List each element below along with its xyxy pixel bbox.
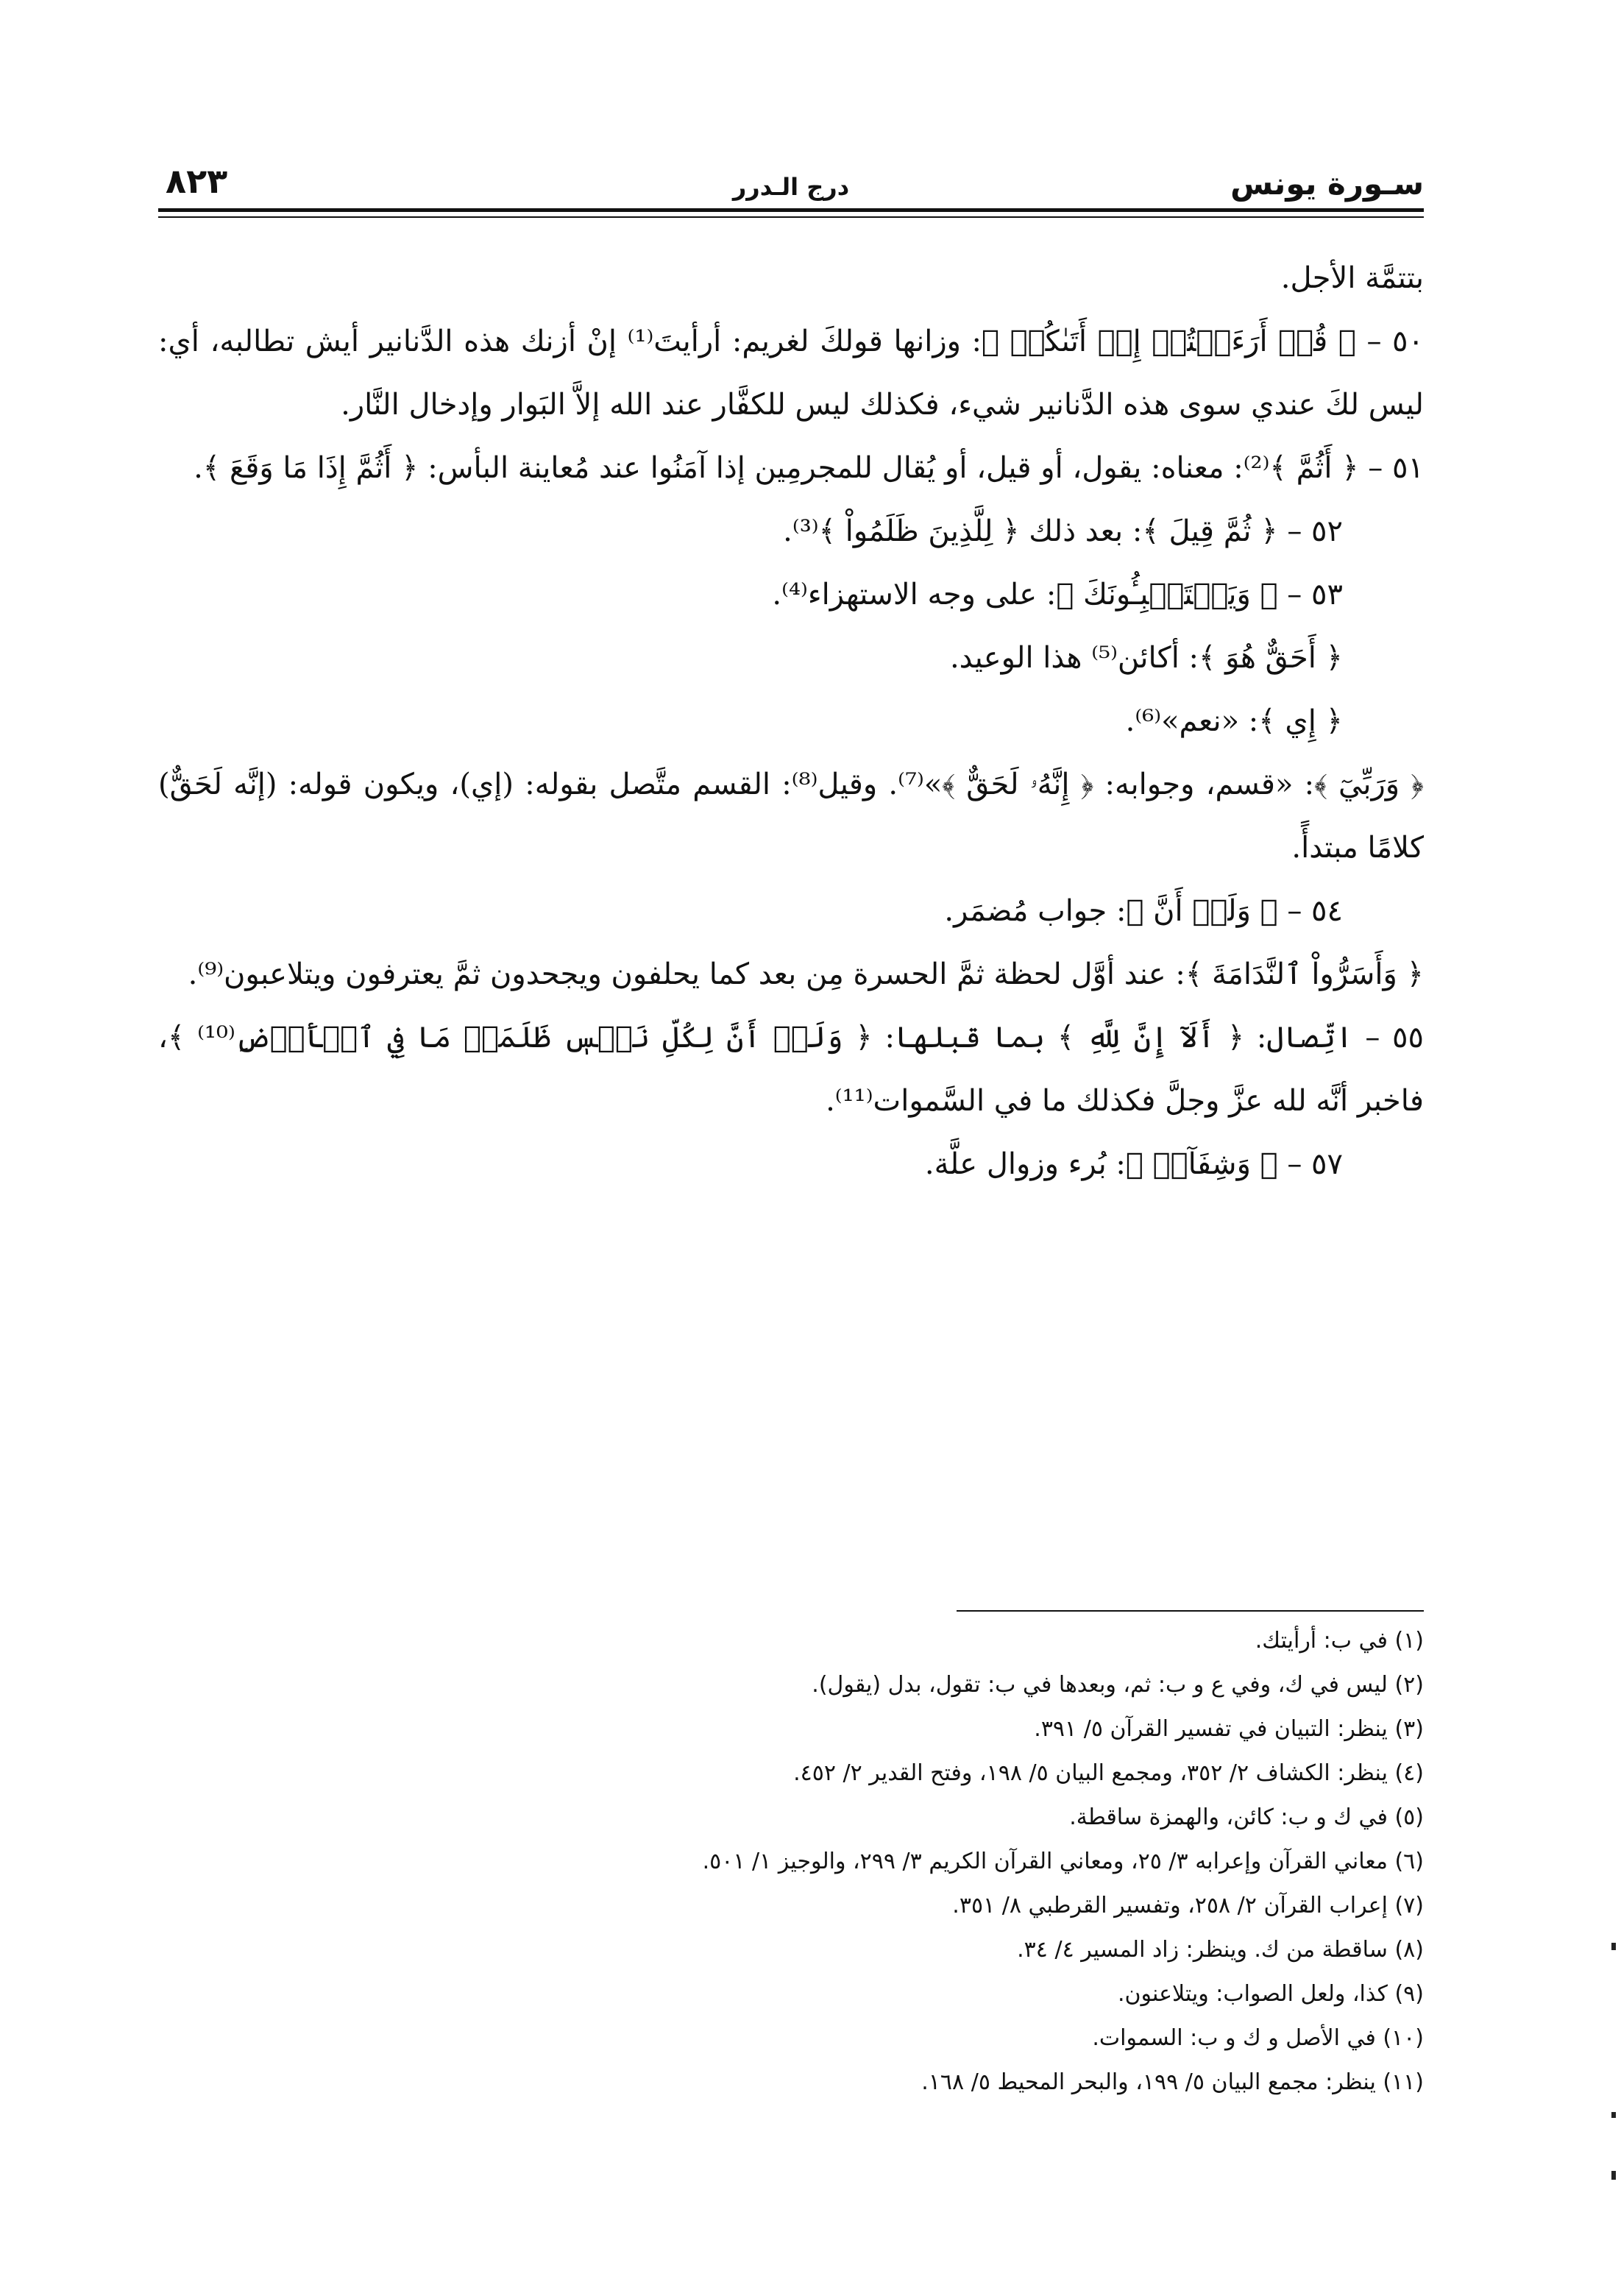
footnote: (٩) كذا، ولعل الصواب: ويتلاعنون. [1117,1981,1424,2007]
paragraph: ٥٤ – ﴿ وَلَوۡ أَنَّ ﴾: جواب مُضمَر. [944,894,1343,928]
footnote: (٢) ليس في ك، وفي ع و ب: ثم، وبعدها في ب: تقول، بدل (يقول). [812,1672,1424,1698]
paragraph: ٥٧ – ﴿ وَشِفَآءٞ ﴾: بُرء وزوال علَّة. [924,1147,1343,1181]
scan-mark [1611,1943,1616,1950]
paragraph: ٥٠ – ﴿ قُلۡ أَرَءَيۡتُمۡ إِنۡ أَتَىٰكُمۡ ﴾: وزانها قولكَ لغريم: أرأيتَ⁽¹⁾ إنْ أزنك هذه الدَّنانير أيش تطالبه، أي: ليس لكَ عندي سوى هذه الدَّنانير شيء، فكذلك ليس للكفَّار عند الله إلاَّ البَوار وإدخال النَّار. [158,325,1424,422]
footnote: (١) في ب: أرأيتك. [1255,1628,1424,1654]
footnote: (٣) ينظر: التبيان في تفسير القرآن ٥/ ٣٩١. [1034,1716,1424,1742]
footnote-separator [957,1610,1424,1612]
paragraph: ﴿ وَرَبِّيٓ ﴾: «قسم، وجوابه: ﴿ إِنَّهُۥ لَحَقٌّ ﴾»⁽⁷⁾. وقيل⁽⁸⁾: القسم متَّصل بقوله: (إي)، ويكون قوله: (إنَّه لَحَقٌّ) كلامًا مبتدأً. [158,768,1424,865]
paragraph: ٥٢ – ﴿ ثُمَّ قِيلَ ﴾: بعد ذلك ﴿ لِلَّذِينَ ظَلَمُواْ ﴾⁽³⁾. [783,514,1343,548]
surah-title: سـورة يونس [1230,166,1424,202]
paragraph: ٥٥ – اتِّصال: ﴿ أَلَآ إِنَّ لِلَّهِ ﴾ بما قبلها: ﴿ وَلَوۡ أَنَّ لِكُلِّ نَفۡسٖ ظَلَمَتۡ مَا فِي ٱلۡأَرۡضِ⁽¹⁰⁾ ﴾، فاخبر أنَّه لله عزَّ وجلَّ فكذلك ما في السَّموات⁽¹¹⁾. [158,1021,1424,1118]
paragraph: ﴿ وَأَسَرُّواْ ٱلنَّدَامَةَ ﴾: عند أوَّل لحظة ثمَّ الحسرة مِن بعد كما يحلفون ويجحدون ثمَّ يعترفون ويتلاعبون⁽⁹⁾. [188,957,1424,991]
paragraph: ٥٣ – ﴿ وَيَسۡتَنۢبِـُٔونَكَ ﴾: على وجه الاستهزاء⁽⁴⁾. [772,578,1343,612]
footnote: (٧) إعراب القرآن ٢/ ٢٥٨، وتفسير القرطبي ٨/ ٣٥١. [952,1893,1424,1918]
footnote: (٤) ينظر: الكشاف ٢/ ٣٥٢، ومجمع البيان ٥/ ١٩٨، وفتح القدير ٢/ ٤٥٢. [793,1760,1424,1786]
paragraph: ٥١ – ﴿ أَثُمَّ ﴾⁽²⁾: معناه: يقول، أو قيل، أو يُقال للمجرمِين إذا آمَنُوا عند مُعاينة البأس: ﴿ أَثُمَّ إِذَا مَا وَقَعَ ﴾. [194,451,1424,485]
paragraph: ﴿ أَحَقٌّ هُوَ ﴾: أكائن⁽⁵⁾ هذا الوعيد. [949,641,1343,675]
footnote: (١١) ينظر: مجمع البيان ٥/ ١٩٩، والبحر المحيط ٥/ ١٦٨. [921,2069,1424,2095]
footnote: (٨) ساقطة من ك. وينظر: زاد المسير ٤/ ٣٤. [1017,1937,1424,1963]
running-header [158,151,1424,202]
scan-mark [1611,2112,1616,2118]
paragraph: ﴿ إِي ﴾: «نعم»⁽⁶⁾. [1125,704,1343,738]
header-rule-thick [158,208,1424,212]
main-text [158,247,1424,1196]
scan-mark [1611,2171,1616,2180]
footnote: (١٠) في الأصل و ك و ب: السموات. [1092,2025,1424,2051]
footnote: (٥) في ك و ب: كائن، والهمزة ساقطة. [1069,1804,1424,1830]
footnotes [158,1619,1424,2105]
header-rule-thin [158,216,1424,218]
footnote: (٦) معاني القرآن وإعرابه ٣/ ٢٥، ومعاني القرآن الكريم ٣/ ٢٩٩، والوجيز ١/ ٥٠١. [702,1849,1424,1874]
book-title: درج الـدرر [732,173,850,201]
paragraph: بتتمَّة الأجل. [1280,261,1424,295]
page-number: ٨٢٣ [166,161,228,201]
